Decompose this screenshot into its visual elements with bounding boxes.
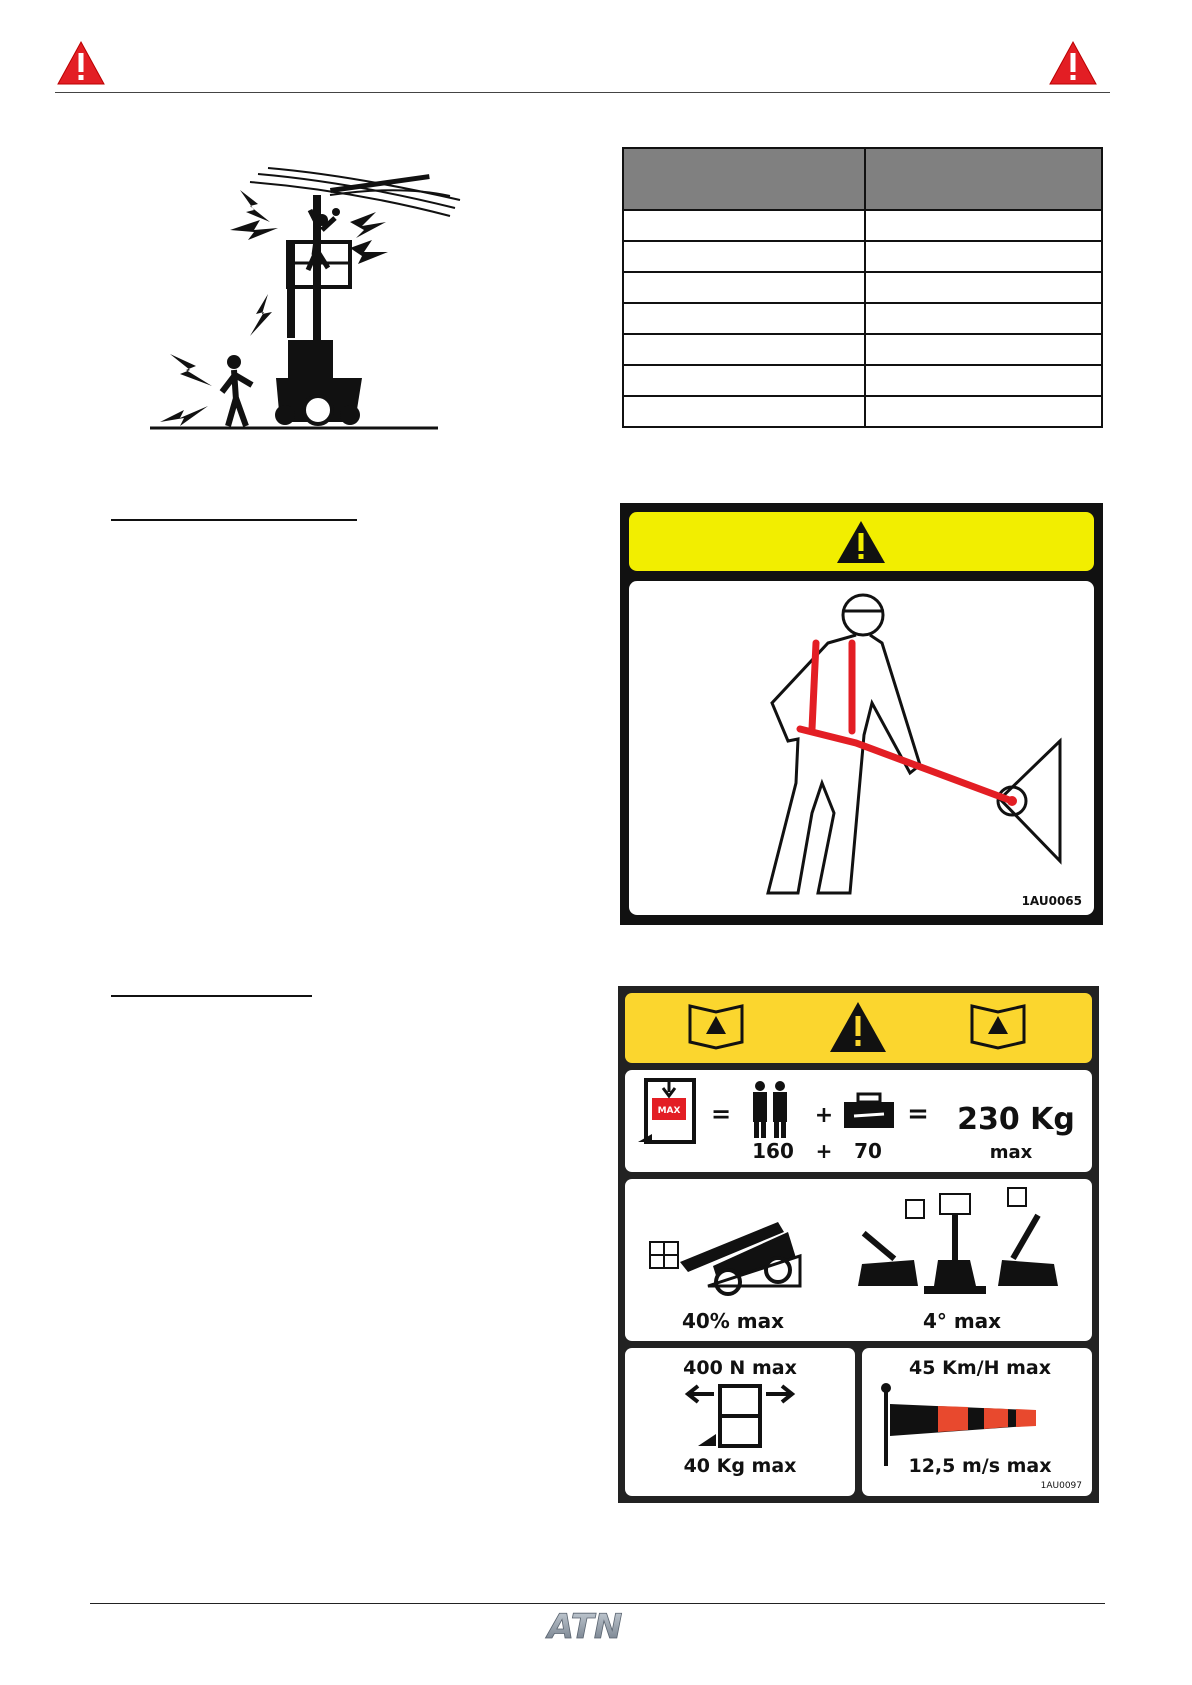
tilt-limit: 4° max: [922, 1309, 1002, 1333]
header-rule: [55, 92, 1110, 93]
basket-load-limit: 40 Kg max: [683, 1455, 797, 1477]
plus-sign: +: [814, 1103, 834, 1128]
table-cell: [865, 334, 1102, 365]
section-heading-underline: [111, 995, 312, 997]
sticker-code: 1AU0065: [1021, 894, 1082, 908]
harness-warning-sticker: [620, 503, 1103, 925]
table-cell: [865, 365, 1102, 396]
table-cell: [865, 303, 1102, 334]
table-header-cell: [623, 148, 865, 210]
table-row: [623, 272, 1102, 303]
table-row: [623, 210, 1102, 241]
plus-sign: +: [815, 1139, 833, 1163]
max-label: max: [989, 1142, 1033, 1163]
electrocution-hazard-illustration: [150, 160, 470, 435]
max-box-label: MAX: [657, 1106, 681, 1116]
warning-triangle-icon: [56, 40, 106, 86]
table-cell: [623, 396, 865, 427]
table-row: [623, 303, 1102, 334]
table-row: [623, 334, 1102, 365]
table-cell: [623, 365, 865, 396]
table-cell: [865, 241, 1102, 272]
table-cell: [623, 303, 865, 334]
total-load-value: 230 Kg: [957, 1102, 1075, 1137]
slope-limit: 40% max: [681, 1309, 785, 1333]
table-row: [623, 241, 1102, 272]
sticker-code: 1AU0097: [1040, 1481, 1082, 1491]
footer-rule: [90, 1603, 1105, 1604]
table-cell: [865, 396, 1102, 427]
persons-load-value: 160: [752, 1139, 794, 1163]
company-logo: [540, 1608, 630, 1644]
safe-distance-table: [622, 147, 1103, 428]
warning-triangle-icon: [1048, 40, 1098, 86]
logo-text: ATN: [547, 1608, 623, 1644]
table-header-row: [623, 148, 1102, 210]
section-heading-underline: [111, 519, 357, 521]
table-row: [623, 365, 1102, 396]
load-limits-sticker: [618, 986, 1099, 1503]
table-cell: [623, 334, 865, 365]
manual-force-limit: 400 N max: [683, 1357, 797, 1379]
table-cell: [865, 210, 1102, 241]
tools-load-value: 70: [854, 1139, 882, 1163]
table-header-cell: [865, 148, 1102, 210]
table-cell: [623, 210, 865, 241]
table-row: [623, 396, 1102, 427]
table-cell: [865, 272, 1102, 303]
table-cell: [623, 241, 865, 272]
table-cell: [623, 272, 865, 303]
wind-speed-kmh: 45 Km/H max: [909, 1357, 1051, 1379]
equals-sign: =: [710, 1100, 732, 1128]
wind-speed-ms: 12,5 m/s max: [908, 1455, 1052, 1477]
equals-sign: =: [907, 1099, 929, 1129]
